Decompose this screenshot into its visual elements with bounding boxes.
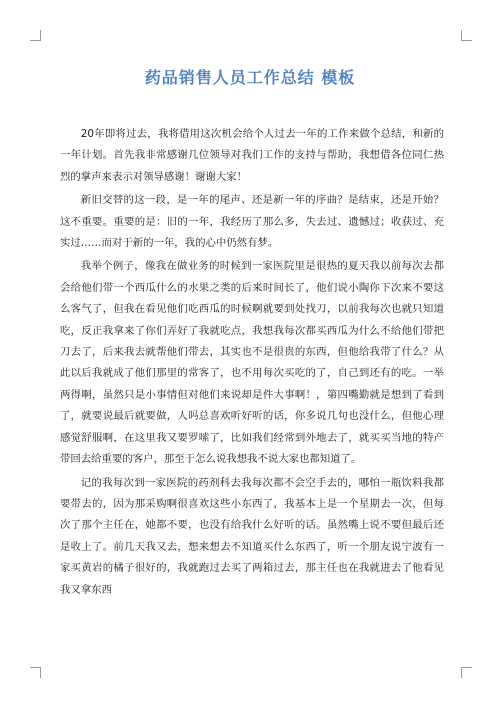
paragraph-1: 20年即将过去，我将借用这次机会给个人过去一年的工作来做个总结，和新的一年计划。首先我非常感谢几位领导对我们工作的支持与帮助，我想借各位同仁热烈的掌声来表示对领导感谢！谢谢大家！ <box>60 128 444 183</box>
document-body <box>60 124 444 603</box>
paragraph-2: 新旧交替的这一段，是一年的尾声、还是新一年的序曲？是结束，还是开始？这不重要。重要的是：旧的一年，我经历了那么多，失去过、遗憾过；收获过、充实过……而对于新的一年，我的心中仍然有梦。 <box>60 194 444 250</box>
paragraph-4: 记的我每次到一家医院的药剂科去我每次都不会空手去的，哪怕一瓶饮料我都要带去的，因为那采购啊很喜欢这些小东西了，我基本上是一个星期去一次，但每次了那个主任在，她都不要，也没有给我什么好听的话。虽然嘴上说不要但最后还是收上了。前几天我又去，想来想去不知道买什么东西了，听一个朋友说宁波有一家买黄岩的橘子很好的，我就跑过去买了两箱过去，那主任也在我就进去了他看见我又拿东西 <box>60 476 444 596</box>
crop-mark-top-left <box>30 30 41 41</box>
document-title: 药品销售人员工作总结 模板 <box>144 68 356 87</box>
crop-mark-top-right <box>461 30 472 41</box>
crop-mark-bottom-right <box>461 667 472 678</box>
paragraph-3: 我举个例子，像我在做业务的时候到一家医院里是很热的夏天我以前每次去都会给他们带一个西瓜什么的水果之类的后来时间长了，他们说小陶你下次来不要这么客气了，但我在看见他们吃西瓜的时候啊就要到处找刀，以前我每次也就只知道吃，反正我拿来了你们弄好了我就吃点，我想我每次都买西瓜为什么不给他们带把刀去了，后来我去就帮他们带去，其实也不是很贵的东西，但他给我带了什么？从此以后我就成了他们那里的常客了，也不用每次买吃的了，自己到还有的吃。一举两得啊，虽然只是小事情但对他们来说却是件大事啊！，第四嘴勤就是想到了看到了，就要说最后就要做，人吗总喜欢听好听的话，你多说几句也没什么，但他心理感觉舒服啊，在这里我又要罗嗦了，比如我们经常到外地去了，就买买当地的特产带回去给重要的客户，那至于怎么说我想我不说大家也都知道了。 <box>60 260 444 466</box>
crop-mark-bottom-left <box>30 667 41 678</box>
